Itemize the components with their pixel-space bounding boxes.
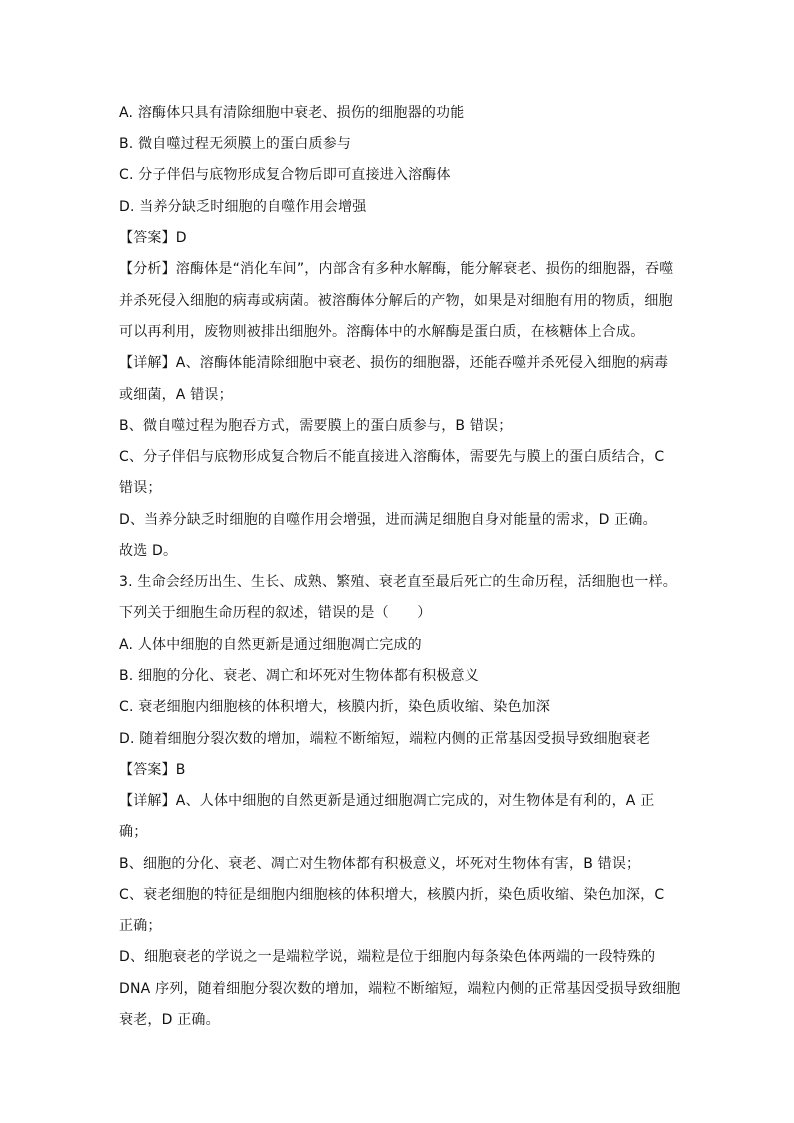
q3-detail-line-8: 衰老，D 正确。 (119, 1012, 220, 1028)
detail-line-5: 错误； (119, 480, 162, 496)
detail-line-2: 或细菌，A 错误； (119, 387, 233, 403)
detail-line-3: B、微自噬过程为胞吞方式，需要膜上的蛋白质参与，B 错误； (119, 418, 513, 434)
conclusion-line: 故选 D。 (119, 543, 178, 559)
question-3-line-2: 下列关于细胞生命历程的叙述，错误的是（ ） (119, 605, 432, 621)
q3-detail-line-1: 【详解】A、人体中细胞的自然更新是通过细胞凋亡完成的，对生物体是有利的，A 正 (119, 793, 655, 809)
q3-detail-line-6: D、细胞衰老的学说之一是端粒学说，端粒是位于细胞内每条染色体两端的一段特殊的 (119, 949, 656, 965)
detail-line-6: D、当养分缺乏时细胞的自噬作用会增强，进而满足细胞自身对能量的需求，D 正确。 (119, 512, 657, 528)
answer-label: 【答案】D (119, 230, 187, 246)
q3-option-b: B. 细胞的分化、衰老、凋亡和坏死对生物体都有积极意义 (119, 668, 479, 684)
q3-option-c: C. 衰老细胞内细胞核的体积增大，核膜内折，染色质收缩、染色加深 (119, 699, 551, 715)
option-d-text: D. 当养分缺乏时细胞的自噬作用会增强 (119, 199, 367, 215)
option-c-text: C. 分子伴侣与底物形成复合物后即可直接进入溶酶体 (119, 167, 451, 183)
question-3-line-1: 3. 生命会经历出生、生长、成熟、繁殖、衰老直至最后死亡的生命历程，活细胞也一样。 (119, 574, 678, 590)
detail-line-1: 【详解】A、溶酶体能清除细胞中衰老、损伤的细胞器，还能吞噬并杀死侵入细胞的病毒 (119, 355, 669, 371)
option-b-text: B. 微自噬过程无须膜上的蛋白质参与 (119, 136, 352, 152)
q3-option-d: D. 随着细胞分裂次数的增加，端粒不断缩短，端粒内侧的正常基因受损导致细胞衰老 (119, 731, 651, 747)
q3-option-a: A. 人体中细胞的自然更新是通过细胞凋亡完成的 (119, 637, 422, 653)
analysis-line-3: 可以再利用，废物则被排出细胞外。溶酶体中的水解酶是蛋白质，在核糖体上合成。 (119, 324, 645, 340)
detail-line-4: C、分子伴侣与底物形成复合物后不能直接进入溶酶体，需要先与膜上的蛋白质结合，C (119, 449, 665, 465)
analysis-line-2: 并杀死侵入细胞的病毒或病菌。被溶酶体分解后的产物，如果是对细胞有用的物质，细胞 (119, 293, 673, 309)
q3-detail-line-2: 确； (119, 824, 148, 840)
q3-detail-line-4: C、衰老细胞的特征是细胞内细胞核的体积增大，核膜内折，染色质收缩、染色加深，C (119, 887, 665, 903)
q3-detail-line-7: DNA 序列，随着细胞分裂次数的增加，端粒不断缩短，端粒内侧的正常基因受损导致细胞 (119, 981, 681, 997)
option-a-text: A. 溶酶体只具有清除细胞中衰老、损伤的细胞器的功能 (119, 105, 465, 121)
q3-detail-line-5: 正确； (119, 918, 162, 934)
analysis-line-1: 【分析】溶酶体是“消化车间”，内部含有多种水解酶，能分解衰老、损伤的细胞器，吞噬 (119, 261, 674, 277)
q3-answer-label: 【答案】B (119, 762, 186, 778)
q3-detail-line-3: B、细胞的分化、衰老、凋亡对生物体都有积极意义，坏死对生物体有害，B 错误； (119, 856, 641, 872)
